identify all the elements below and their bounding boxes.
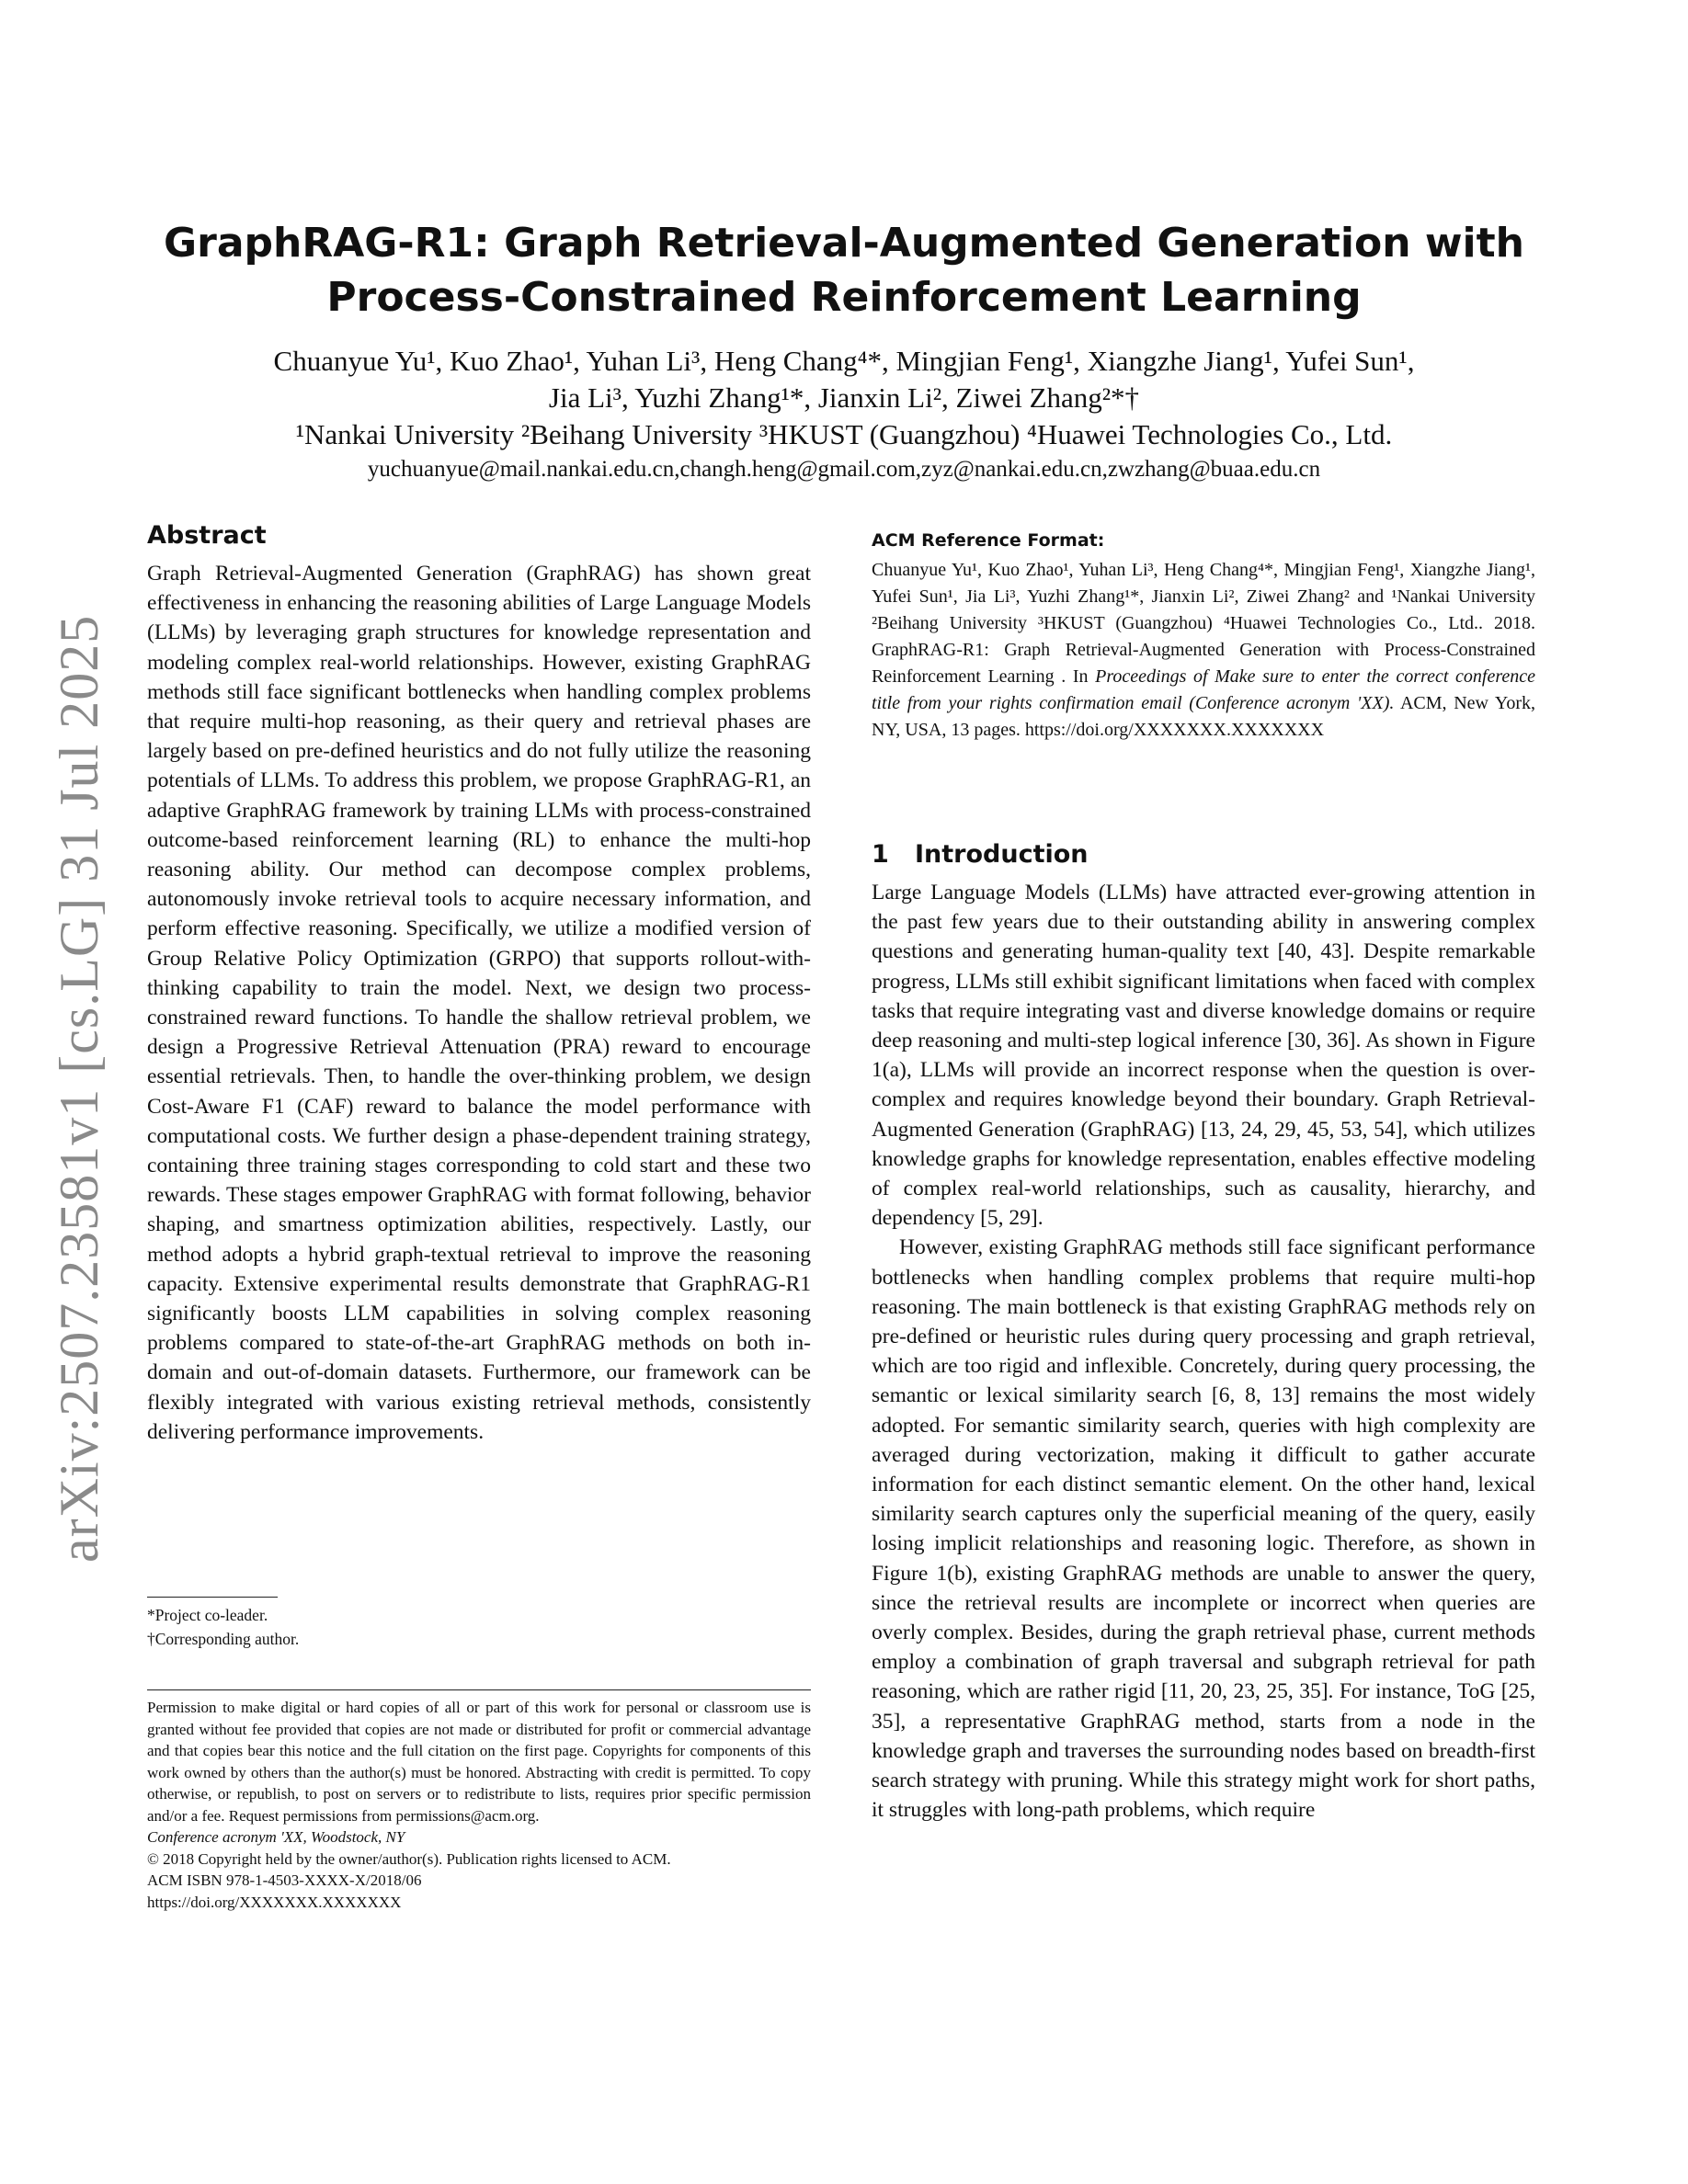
footnote-co-leader: *Project co-leader. bbox=[147, 1606, 268, 1624]
introduction-section bbox=[872, 839, 1535, 1826]
right-column bbox=[872, 529, 1535, 1826]
footnote-divider bbox=[147, 1597, 278, 1598]
doi-line: https://doi.org/XXXXXXX.XXXXXXX bbox=[147, 1893, 402, 1911]
permission-text: Permission to make digital or hard copies of all or part of this work for personal or classroom use is granted without fee provided that copies are not made or distributed for profit or commercial advantage and that copies bear this notice and the full citation on the first page. Copyrights for components of this work owned by others than the author(s) must be honored. Abstracting with credit is permitted. To copy otherwise, or republish, to post on servers or to redistribute to lists, requires prior specific permission and/or a fee. Request permissions from permissions@acm.org. bbox=[147, 1699, 811, 1825]
footnotes bbox=[147, 1603, 811, 1651]
authors-line-1: Chuanyue Yu¹, Kuo Zhao¹, Yuhan Li³, Heng Chang⁴*, Mingjian Feng¹, Xiangzhe Jiang¹, Yufei Sun¹, bbox=[273, 345, 1415, 377]
paper-title-line-1: GraphRAG-R1: Graph Retrieval-Augmented Generation with bbox=[164, 220, 1524, 267]
author-emails: yuchuanyue@mail.nankai.edu.cn,changh.heng@gmail.com,zyz@nankai.edu.cn,zwzhang@buaa.edu.cn bbox=[367, 457, 1321, 482]
introduction-paragraph-2: However, existing GraphRAG methods still face significant performance bottlenecks when handling complex problems that require multi-hop reasoning. The main bottleneck is that existing GraphRAG methods rely on pre-defined or heuristic rules during query processing and graph retrieval, which are too rigid and inflexible. Concretely, during query processing, the semantic or lexical similarity search [6, 8, 13] remains the most widely adopted. For semantic similarity search, queries with high complexity are averaged during vectorization, making it difficult to gather accurate information for each distinct semantic element. On the other hand, lexical similarity search captures only the superficial meaning of the query, easily losing implicit relationships and reasoning logic. Therefore, as shown in Figure 1(b), existing GraphRAG methods are unable to answer the query, since the retrieval results are incomplete or incorrect when queries are overly complex. Besides, during the graph retrieval phase, current methods employ a combination of graph traversal and subgraph retrieval for path reasoning, which are rather rigid [11, 20, 23, 25, 35]. For instance, ToG [25, 35], a representative GraphRAG method, starts from a node in the knowledge graph and traverses the surrounding nodes based on breadth-first search strategy with pruning. While this strategy might work for short paths, it struggles with long-path problems, which require bbox=[872, 1235, 1535, 1823]
introduction-paragraph-1: Large Language Models (LLMs) have attracted ever-growing attention in the past few years due to their outstanding ability in answering complex questions and generating human-quality text [40, 43]. Despite remarkable progress, LLMs still exhibit significant limitations when faced with complex tasks that require integrating vast and diverse knowledge domains or require deep reasoning and multi-step logical inference [30, 36]. As shown in Figure 1(a), LLMs will provide an incorrect response when the question is over-complex and requires knowledge beyond their boundary. Graph Retrieval-Augmented Generation (GraphRAG) [13, 24, 29, 45, 53, 54], which utilizes knowledge graphs for knowledge representation, enables effective modeling of complex real-world relationships, such as causality, hierarchy, and dependency [5, 29]. bbox=[872, 881, 1535, 1231]
authors-line-2: Jia Li³, Yuzhi Zhang¹*, Jianxin Li², Ziwei Zhang²*† bbox=[548, 381, 1140, 414]
acm-reference-proceedings: Proceedings of Make sure to enter the correct conference title from your rights confirmation email (Conference acronym 'XX). bbox=[872, 666, 1536, 713]
paper-title-line-2: Process-Constrained Reinforcement Learning bbox=[326, 274, 1362, 321]
affiliations: ¹Nankai University ²Beihang University ³HKUST (Guangzhou) ⁴Huawei Technologies Co., Ltd. bbox=[295, 418, 1393, 450]
acm-reference-format bbox=[872, 529, 1535, 744]
copyright-line: © 2018 Copyright held by the owner/author(s). Publication rights licensed to ACM. bbox=[147, 1849, 671, 1868]
conference-line: Conference acronym 'XX, Woodstock, NY bbox=[147, 1828, 405, 1846]
permission-divider bbox=[147, 1689, 811, 1690]
paper-title bbox=[147, 216, 1541, 324]
abstract-text: Graph Retrieval-Augmented Generation (GraphRAG) has shown great effectiveness in enhancing the reasoning abilities of Large Language Models (LLMs) by leveraging graph structures for knowledge representation and modeling complex real-world relationships. However, existing GraphRAG methods still face significant bottlenecks when handling complex problems that require multi-hop reasoning, as their query and retrieval phases are largely based on pre-defined heuristics and do not fully utilize the reasoning potentials of LLMs. To address this problem, we propose GraphRAG-R1, an adaptive GraphRAG framework by training LLMs with process-constrained outcome-based reinforcement learning (RL) to enhance the multi-hop reasoning ability. Our method can decompose complex problems, autonomously invoke retrieval tools to acquire necessary information, and perform effective reasoning. Specifically, we utilize a modified version of Group Relative Policy Optimization (GRPO) that supports rollout-with-thinking capability to train the model. Next, we design two process-constrained reward functions. To handle the shallow retrieval problem, we design a Progressive Retrieval Attenuation (PRA) reward to encourage essential retrievals. Then, to handle the over-thinking problem, we design Cost-Aware F1 (CAF) reward to balance the model performance with computational costs. We further design a phase-dependent training strategy, containing three training stages corresponding to cold start and these two rewards. These stages empower GraphRAG with format following, behavior shaping, and smartness optimization abilities, respectively. Lastly, our method adopts a hybrid graph-textual retrieval to improve the reasoning capacity. Extensive experimental results demonstrate that GraphRAG-R1 significantly boosts LLM capabilities in solving complex reasoning problems compared to state-of-the-art GraphRAG methods on both in-domain and out-of-domain datasets. Furthermore, our framework can be flexibly integrated with various existing retrieval methods, consistently delivering performance improvements. bbox=[147, 562, 811, 1444]
acm-reference-tail: ACM, New York, NY, USA, 13 pages. https://doi.org/XXXXXXX.XXXXXXX bbox=[872, 693, 1535, 740]
acm-reference-heading: ACM Reference Format: bbox=[872, 530, 1105, 551]
permission-notice bbox=[147, 1697, 811, 1913]
isbn-line: ACM ISBN 978-1-4503-XXXX-X/2018/06 bbox=[147, 1871, 422, 1889]
acm-reference-text bbox=[872, 557, 1535, 744]
paper-header bbox=[147, 216, 1541, 486]
introduction-heading: 1 Introduction bbox=[872, 840, 1089, 869]
author-list bbox=[147, 343, 1541, 416]
acm-reference-main: Chuanyue Yu¹, Kuo Zhao¹, Yuhan Li³, Heng Chang⁴*, Mingjian Feng¹, Xiangzhe Jiang¹, Yufei Sun¹, Jia Li³, Yuzhi Zhang¹*, Jianxin Li², Ziwei Zhang² and ¹Nankai University ²Beihang University ³HKUST (Guangzhou) ⁴Huawei Technologies Co., Ltd.. 2018. GraphRAG-R1: Graph Retrieval-Augmented Generation with Process-Constrained Reinforcement Learning . In bbox=[872, 560, 1535, 687]
footnote-corresponding: †Corresponding author. bbox=[147, 1630, 300, 1648]
abstract-heading: Abstract bbox=[147, 521, 267, 550]
arxiv-identifier-stamp: arXiv:2507.23581v1 [cs.LG] 31 Jul 2025 bbox=[49, 614, 109, 1563]
left-column bbox=[147, 520, 811, 1447]
